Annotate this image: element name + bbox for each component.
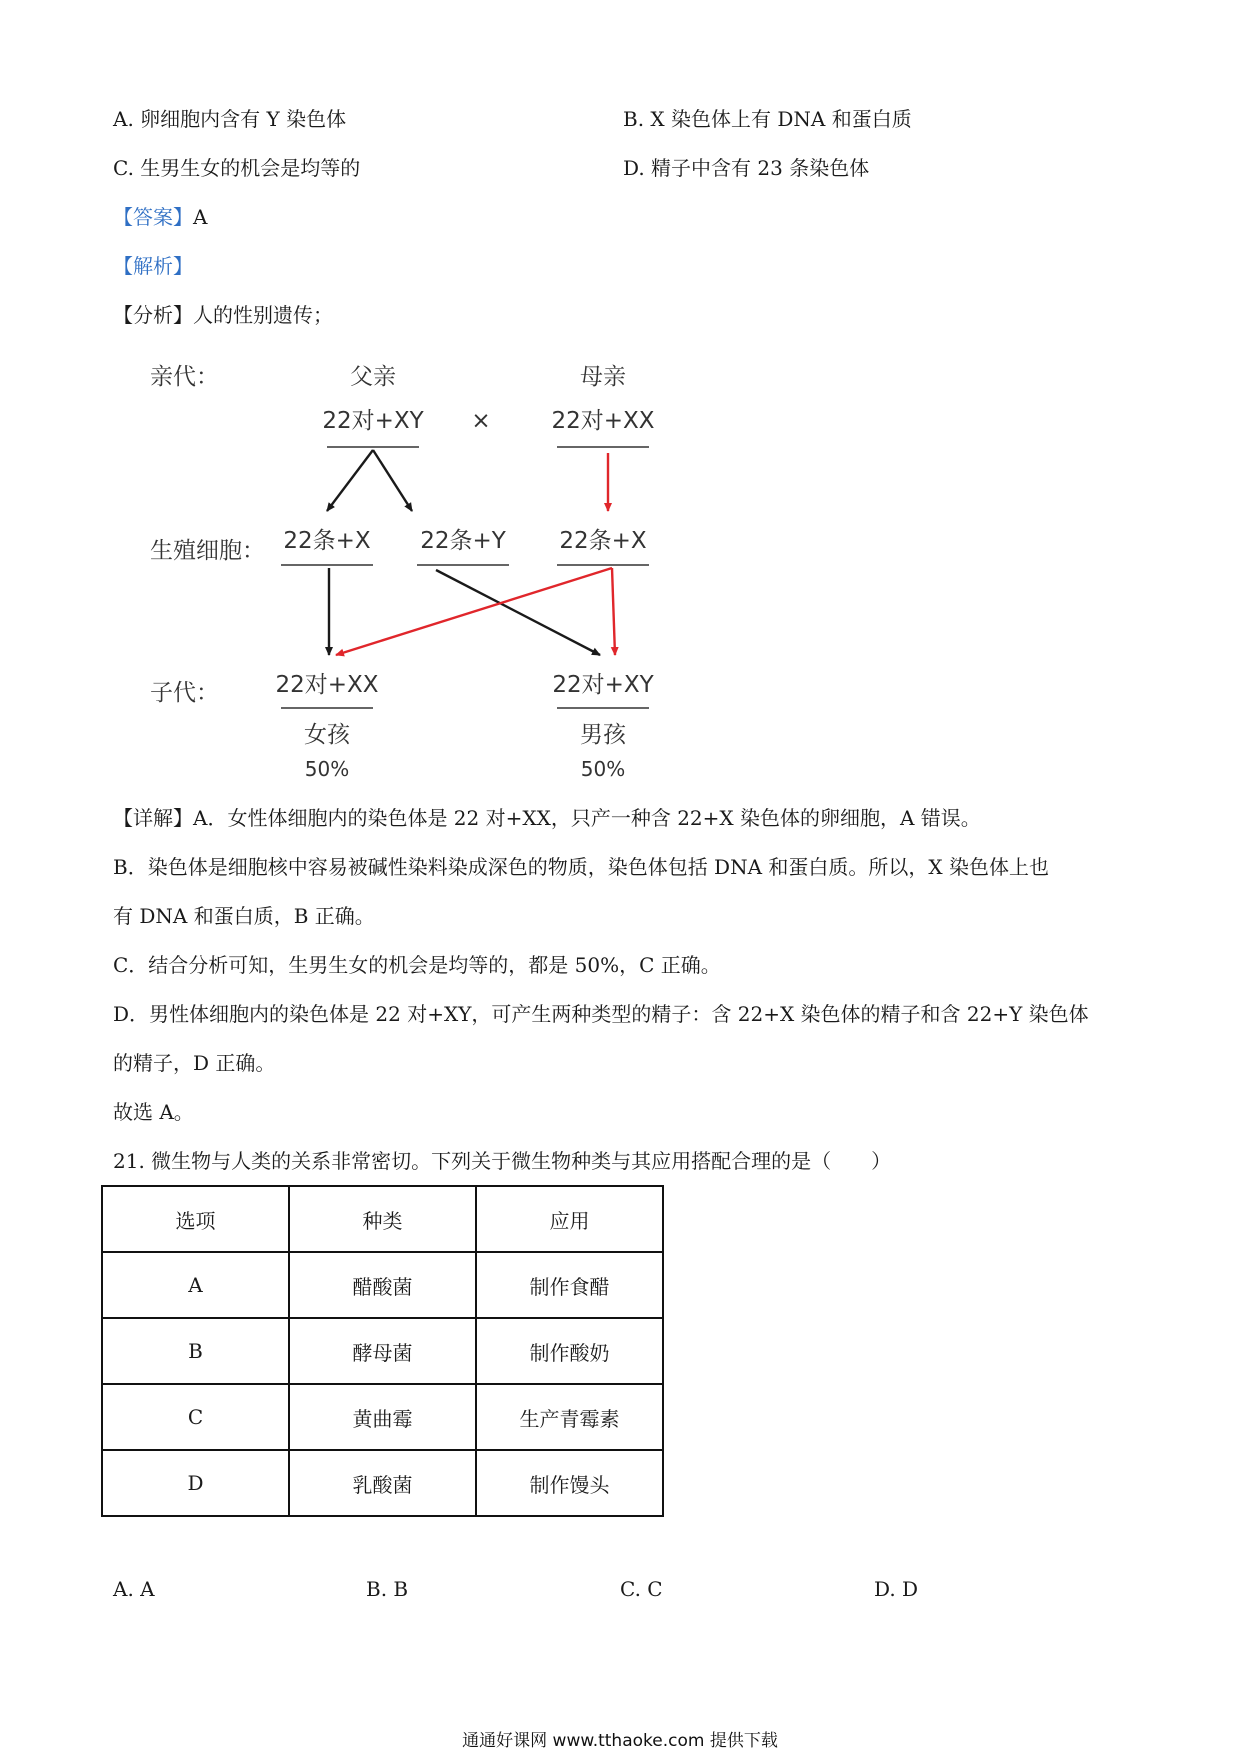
fenxi-line: 【分析】人的性别遗传； bbox=[113, 303, 333, 327]
page-footer: 通通好课网 www.tthaoke.com 提供下载 bbox=[462, 1731, 778, 1751]
row-label-child: 子代： bbox=[150, 680, 219, 706]
analysis-label: 【解析】 bbox=[113, 254, 193, 278]
table-cell: B bbox=[102, 1318, 289, 1384]
table-row bbox=[102, 1252, 663, 1318]
detail-line-4: C．结合分析可知，生男生女的机会是均等的，都是 50%，C 正确。 bbox=[113, 953, 721, 977]
gamete-sperm-x: 22条+X bbox=[283, 528, 371, 554]
boy-label: 男孩 bbox=[580, 722, 626, 748]
girl-label: 女孩 bbox=[304, 722, 350, 748]
q21-option-b: B. B bbox=[366, 1577, 409, 1601]
table-row bbox=[102, 1450, 663, 1516]
header-cell: 选项 bbox=[102, 1186, 289, 1252]
option-b-prev: B. X 染色体上有 DNA 和蛋白质 bbox=[623, 107, 912, 131]
sex-inheritance-diagram bbox=[0, 0, 1240, 800]
father-genotype: 22对+XY bbox=[322, 408, 424, 434]
detail-line-2: B．染色体是细胞核中容易被碱性染料染成深色的物质，染色体包括 DNA 和蛋白质。所以，X 染色体上也 bbox=[113, 855, 1049, 879]
table-header-row bbox=[102, 1186, 663, 1252]
table-cell: 醋酸菌 bbox=[289, 1252, 476, 1318]
boy-percent: 50% bbox=[580, 757, 626, 781]
option-a-prev: A. 卵细胞内含有 Y 染色体 bbox=[113, 107, 347, 131]
answer-value: A bbox=[193, 205, 208, 229]
row-label-parent: 亲代： bbox=[150, 364, 219, 390]
girl-percent: 50% bbox=[304, 757, 350, 781]
detail-conclusion: 故选 A。 bbox=[113, 1100, 194, 1124]
table-cell: 制作食醋 bbox=[476, 1252, 663, 1318]
question-21-stem: 21. 微生物与人类的关系非常密切。下列关于微生物种类与其应用搭配合理的是（ ） bbox=[113, 1149, 892, 1173]
table-cell: 生产青霉素 bbox=[476, 1384, 663, 1450]
mother-genotype: 22对+XX bbox=[551, 408, 655, 434]
table-row bbox=[102, 1384, 663, 1450]
table-cell: 制作馒头 bbox=[476, 1450, 663, 1516]
table-cell: 酵母菌 bbox=[289, 1318, 476, 1384]
table-row bbox=[102, 1318, 663, 1384]
detail-line-5: D．男性体细胞内的染色体是 22 对+XY，可产生两种类型的精子：含 22+X 染色体的精子和含 22+Y 染色体 bbox=[113, 1002, 1089, 1026]
microbe-table bbox=[101, 1185, 664, 1517]
q21-option-c: C. C bbox=[620, 1577, 663, 1601]
cross-symbol: × bbox=[471, 408, 491, 434]
table-cell: D bbox=[102, 1450, 289, 1516]
detail-line-3: 有 DNA 和蛋白质，B 正确。 bbox=[113, 904, 375, 928]
table-cell: 制作酸奶 bbox=[476, 1318, 663, 1384]
boy-genotype: 22对+XY bbox=[552, 672, 654, 698]
arrow-father-to-y bbox=[373, 450, 412, 511]
arrow-egg-to-girl bbox=[336, 568, 612, 655]
table-cell: A bbox=[102, 1252, 289, 1318]
gamete-sperm-y: 22条+Y bbox=[420, 528, 506, 554]
detail-line-6: 的精子，D 正确。 bbox=[113, 1051, 276, 1075]
header-cell: 应用 bbox=[476, 1186, 663, 1252]
arrow-father-to-x bbox=[327, 450, 373, 511]
arrow-y-sperm-to-boy bbox=[436, 570, 600, 655]
table-cell: C bbox=[102, 1384, 289, 1450]
table-cell: 乳酸菌 bbox=[289, 1450, 476, 1516]
header-cell: 种类 bbox=[289, 1186, 476, 1252]
table-cell: 黄曲霉 bbox=[289, 1384, 476, 1450]
father-label: 父亲 bbox=[350, 364, 396, 390]
q21-option-d: D. D bbox=[874, 1577, 919, 1601]
arrow-egg-to-boy bbox=[612, 568, 615, 655]
q21-option-a: A. A bbox=[113, 1577, 155, 1601]
option-c-prev: C. 生男生女的机会是均等的 bbox=[113, 156, 361, 180]
mother-label: 母亲 bbox=[580, 364, 626, 390]
detail-line-1: 【详解】A．女性体细胞内的染色体是 22 对+XX，只产一种含 22+X 染色体的卵细胞，A 错误。 bbox=[113, 806, 981, 830]
answer-label: 【答案】 bbox=[113, 205, 193, 229]
option-d-prev: D. 精子中含有 23 条染色体 bbox=[623, 156, 870, 180]
gamete-egg-x: 22条+X bbox=[559, 528, 647, 554]
girl-genotype: 22对+XX bbox=[275, 672, 379, 698]
row-label-gamete: 生殖细胞： bbox=[150, 538, 265, 564]
